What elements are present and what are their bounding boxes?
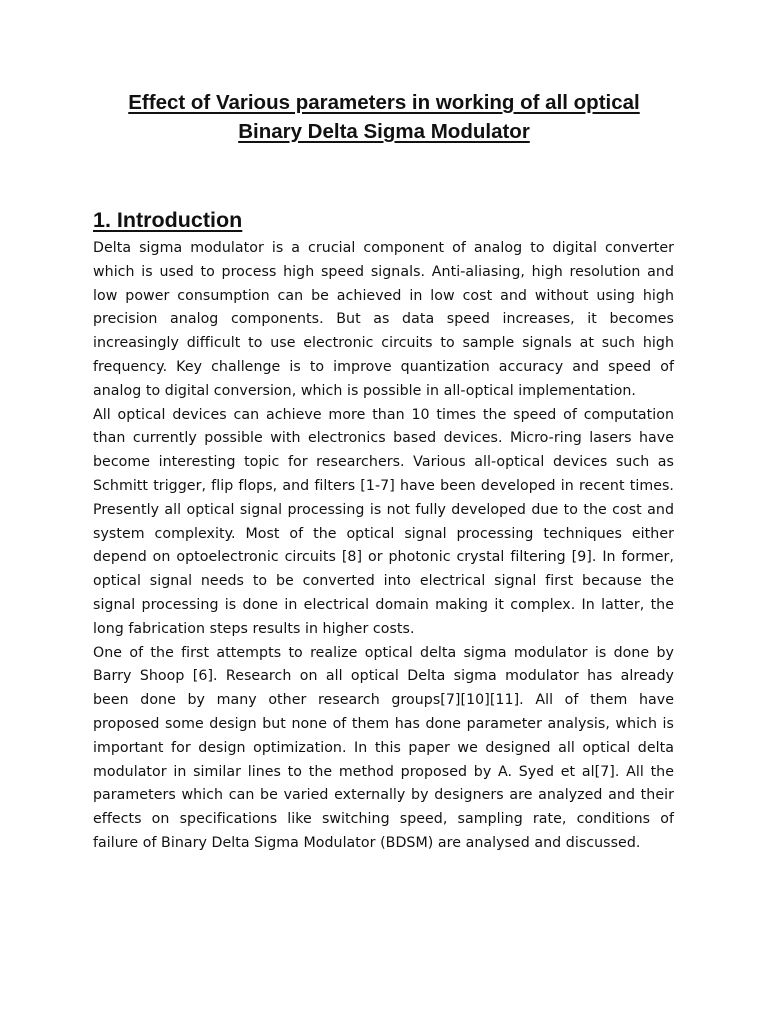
paragraph-line: which is used to process high speed signals. Anti-aliasing, high resolution and bbox=[93, 263, 674, 280]
paragraph-line: modulator in similar lines to the method proposed by A. Syed et al[7]. All the bbox=[93, 763, 674, 780]
paragraph-line: Delta sigma modulator is a crucial component of analog to digital converter bbox=[93, 240, 674, 256]
paragraph-line: failure of Binary Delta Sigma Modulator (BDSM) are analysed and discussed. bbox=[93, 834, 641, 851]
paragraph-line: One of the first attempts to realize optical delta sigma modulator is done by bbox=[93, 644, 674, 661]
paper-title-line-2: Binary Delta Sigma Modulator bbox=[238, 120, 530, 143]
paragraph-line: important for design optimization. In this paper we designed all optical delta bbox=[93, 739, 674, 756]
paper-title bbox=[60, 88, 708, 146]
paragraph-line: system complexity. Most of the optical signal processing techniques either bbox=[93, 525, 674, 542]
paragraph-line: proposed some design but none of them has done parameter analysis, which is bbox=[93, 715, 674, 732]
paragraph-line: Barry Shoop [6]. Research on all optical Delta sigma modulator has already bbox=[93, 668, 674, 685]
paragraph-line: signal processing is done in electrical domain making it complex. In latter, the bbox=[93, 596, 674, 613]
paragraph-line: depend on optoelectronic circuits [8] or photonic crystal filtering [9]. In former, bbox=[93, 549, 674, 566]
paragraph-line: frequency. Key challenge is to improve quantization accuracy and speed of bbox=[93, 358, 674, 375]
paragraph-line: long fabrication steps results in higher costs. bbox=[93, 620, 415, 637]
section-heading: 1. Introduction bbox=[93, 208, 243, 232]
paragraph-line: parameters which can be varied externally by designers are analyzed and their bbox=[93, 787, 674, 804]
paragraph-line: been done by many other research groups[7][10][11]. All of them have bbox=[93, 692, 674, 709]
paragraph-line: become interesting topic for researchers. Various all-optical devices such as bbox=[93, 454, 674, 471]
paragraph-line: All optical devices can achieve more than 10 times the speed of computation bbox=[93, 406, 674, 423]
paper-title-line-1: Effect of Various parameters in working of all optical bbox=[128, 91, 640, 114]
paragraph-line: Presently all optical signal processing is not fully developed due to the cost and bbox=[93, 501, 674, 518]
paragraph-line: optical signal needs to be converted into electrical signal first because the bbox=[93, 573, 674, 590]
paragraph-line: effects on specifications like switching speed, sampling rate, conditions of bbox=[93, 811, 674, 828]
paragraph bbox=[93, 642, 674, 856]
paragraph-line: precision analog components. But as data speed increases, it becomes bbox=[93, 311, 674, 328]
section-body bbox=[93, 237, 674, 856]
paragraph-line: increasingly difficult to use electronic circuits to sample signals at such high bbox=[93, 335, 674, 352]
paragraph bbox=[93, 237, 674, 404]
paragraph bbox=[93, 404, 674, 642]
paragraph-line: Schmitt trigger, flip flops, and filters [1-7] have been developed in recent times. bbox=[93, 477, 674, 494]
paragraph-line: low power consumption can be achieved in low cost and without using high bbox=[93, 287, 674, 304]
paragraph-line: analog to digital conversion, which is possible in all-optical implementation. bbox=[93, 382, 636, 399]
paragraph-line: than currently possible with electronics based devices. Micro-ring lasers have bbox=[93, 430, 674, 447]
